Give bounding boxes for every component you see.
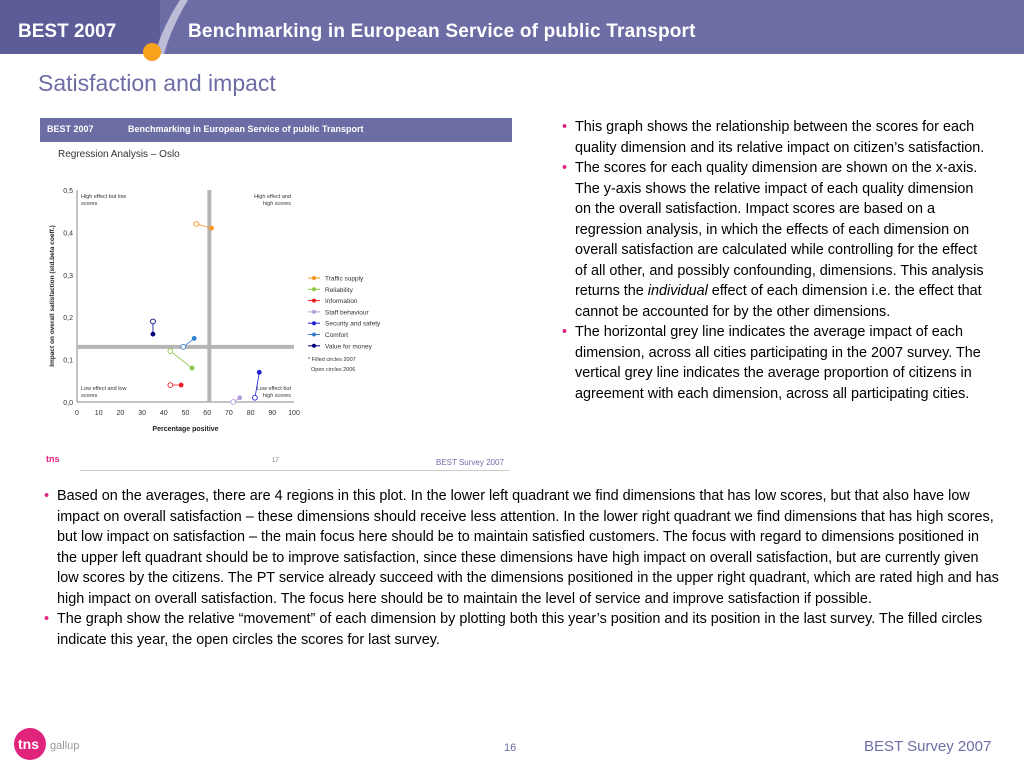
- bullet-text-italic: individual: [647, 283, 708, 299]
- banner-brand: BEST 2007: [18, 21, 117, 42]
- bullet-text-part1: The scores for each quality dimension are shown on the x-axis. The y-axis shows the relative impact of each quality dimension on the overall satisfaction. Impact scores are based on a regression analysis, in which the effects of each dimension on overall satisfaction are calculated while controlling for the effect of all other, and possibly confounding, dimensions. This analysis returns the: [575, 160, 984, 299]
- movement-line: [170, 351, 192, 368]
- quadrant-label-lower-right: high scores: [262, 393, 291, 399]
- legend-swatch-dot: [312, 299, 316, 303]
- bullet-dot-icon: •: [44, 611, 50, 627]
- header-banner: [0, 0, 1024, 54]
- embedded-footer-right: BEST Survey 2007: [436, 458, 504, 467]
- x-tick-label: 0: [75, 410, 79, 417]
- embedded-title: Benchmarking in European Service of public Transport: [128, 124, 364, 134]
- quadrant-label-upper-right: high scores: [262, 201, 291, 207]
- point-2006: [253, 395, 258, 400]
- banner-title: Benchmarking in European Service of public Transport: [188, 21, 696, 42]
- y-axis-label: Impact on overall satisfaction (std.beta coeff.): [49, 225, 56, 367]
- right-bullet-list: [562, 117, 992, 404]
- legend-swatch-dot: [312, 276, 316, 280]
- x-tick-label: 100: [288, 410, 300, 417]
- tns-gallup-logo: [12, 722, 92, 767]
- point-2007: [190, 366, 195, 371]
- x-axis-label: Percentage positive: [152, 426, 219, 433]
- x-tick-label: 90: [268, 410, 277, 417]
- point-2006: [168, 349, 173, 354]
- x-tick-label: 10: [94, 410, 103, 417]
- quadrant-label-lower-right: Low effect but: [256, 386, 291, 392]
- x-tick-label: 40: [159, 410, 168, 417]
- embedded-footer-line: [80, 470, 510, 471]
- embedded-slide: [40, 118, 512, 472]
- legend-swatch-dot: [312, 344, 316, 348]
- bullet-item: [562, 322, 992, 404]
- x-tick-label: 70: [225, 410, 233, 417]
- legend-label: Security and safety: [325, 320, 381, 328]
- legend-label: Reliability: [325, 286, 353, 294]
- bullet-dot-icon: •: [44, 488, 50, 504]
- bullet-dot-icon: •: [562, 324, 568, 340]
- bullet-dot-icon: •: [562, 119, 568, 135]
- legend-label: Staff behaviour: [325, 309, 369, 317]
- regression-scatter-chart: [40, 162, 512, 472]
- page-number: 16: [504, 742, 517, 754]
- y-tick-label: 0,1: [63, 357, 73, 365]
- bullet-text: Based on the averages, there are 4 regions in this plot. In the lower left quadrant we find dimensions that has low scores, but that also have low impact on overall satisfaction – these dimensions should receive less attention. In the lower right quadrant we find dimensions that has high scores, but low impact on satisfaction – the main focus here should be to maintain satisfied customers. The focus with regard to dimensions positioned in the upper left quadrant should be to improve satisfaction, since these dimensions have high impact on overall satisfaction, but are currently given low scores by the citizens. The PT service already succeed with the dimensions positioned in the upper right quadrant, which are rated high and has high impact on overall satisfaction. The focus here should be to maintain the level of service and improve satisfaction if possible.: [57, 488, 999, 607]
- embedded-banner: [40, 118, 512, 142]
- legend-label: Value for money: [325, 343, 372, 351]
- point-2006: [168, 383, 173, 388]
- embedded-subtitle: Regression Analysis – Oslo: [58, 149, 180, 160]
- slide-title: Satisfaction and impact: [38, 70, 276, 96]
- legend-swatch-dot: [312, 310, 316, 314]
- quadrant-label-upper-right: High effect and: [254, 194, 291, 200]
- bullet-text: The graph show the relative “movement” of each dimension by plotting both this year’s position and its position in the last survey. The filled circles indicate this year, the open circles the scores for last survey.: [57, 611, 983, 648]
- point-2006: [231, 400, 236, 405]
- point-2007: [237, 395, 242, 400]
- logo-sub-text: gallup: [50, 740, 80, 752]
- point-2006: [151, 319, 156, 324]
- tns-logo-icon: [12, 722, 92, 762]
- legend-label: Traffic supply: [325, 275, 364, 283]
- legend-label: Information: [325, 298, 358, 306]
- point-2006: [194, 222, 199, 227]
- x-tick-label: 20: [116, 410, 125, 417]
- x-tick-label: 80: [246, 410, 255, 417]
- bullet-text-part2: effect of each dimension i.e. the effect that cannot be accounted for by the other dimensions.: [575, 283, 982, 320]
- point-2007: [151, 332, 156, 337]
- point-2007: [179, 383, 184, 388]
- embedded-tns-logo: tns: [46, 454, 60, 464]
- y-tick-label: 0,0: [63, 400, 73, 407]
- y-tick-label: 0,3: [63, 272, 73, 280]
- logo-main-text: tns: [18, 736, 39, 752]
- bullet-item: [44, 609, 999, 650]
- y-tick-label: 0,5: [63, 188, 73, 195]
- x-tick-label: 50: [181, 410, 190, 417]
- y-tick-label: 0,2: [63, 315, 73, 323]
- embedded-brand: BEST 2007: [47, 124, 94, 134]
- point-2006: [181, 344, 186, 349]
- bullet-item: [562, 158, 992, 322]
- point-2007: [257, 370, 262, 375]
- embedded-page-number: 17: [272, 458, 279, 464]
- y-tick-label: 0,4: [63, 230, 73, 238]
- bullet-item: [562, 117, 992, 158]
- point-2007: [209, 226, 214, 231]
- bullet-item: [44, 486, 999, 609]
- x-tick-label: 30: [138, 410, 146, 417]
- bullet-text: The horizontal grey line indicates the average impact of each dimension, across all cities participating in the 2007 survey. The vertical grey line indicates the average proportion of citizens in agreement with each dimension, across all participating cities.: [575, 324, 981, 402]
- quadrant-label-upper-left: scores: [81, 201, 98, 207]
- point-2007: [192, 336, 197, 341]
- legend-note-open: Open circles 2006: [311, 367, 356, 374]
- legend-swatch-dot: [312, 321, 316, 325]
- legend-note-filled: * Filled circles 2007: [308, 357, 356, 364]
- full-bullet-list: [44, 486, 999, 650]
- bullet-text: This graph shows the relationship between the scores for each quality dimension and its relative impact on citizen’s satisfaction.: [575, 119, 985, 156]
- quadrant-label-lower-left: scores: [81, 393, 98, 399]
- legend-swatch-dot: [312, 287, 316, 291]
- x-tick-label: 60: [203, 410, 212, 417]
- quadrant-label-upper-left: High effect but low: [81, 194, 127, 200]
- legend-swatch-dot: [312, 333, 316, 337]
- quadrant-label-lower-left: Low effect and low: [81, 386, 127, 392]
- footer-survey-label: BEST Survey 2007: [864, 738, 992, 755]
- bullet-dot-icon: •: [562, 160, 568, 176]
- legend-label: Comfort: [325, 332, 349, 339]
